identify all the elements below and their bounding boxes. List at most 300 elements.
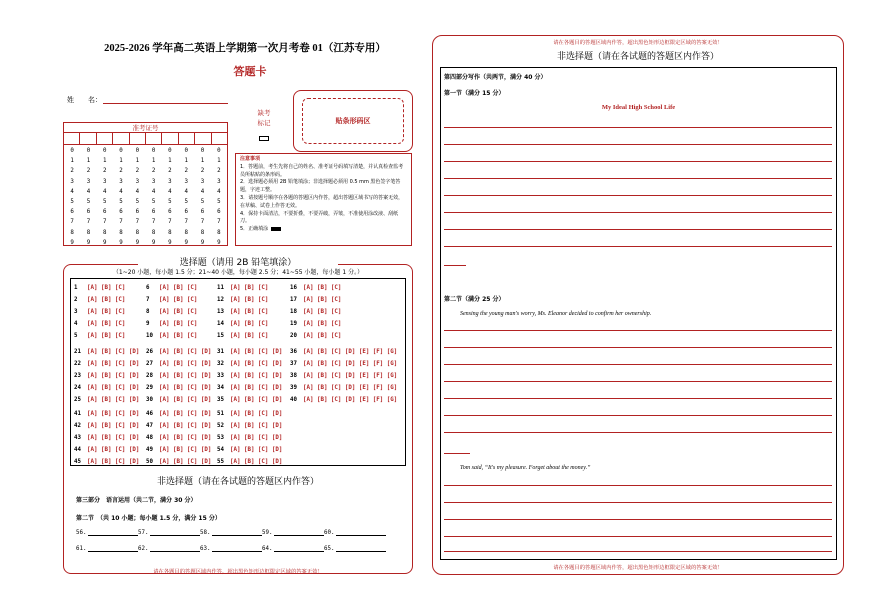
answer-options[interactable]: [A] [B] [C] [D] [230, 385, 283, 391]
answer-options[interactable]: [A] [B] [C] [303, 297, 342, 303]
id-digit-bubble[interactable]: 4 [70, 188, 74, 195]
id-digit-bubble[interactable]: 1 [200, 158, 205, 165]
answer-options[interactable]: [A] [B] [C] [159, 321, 198, 327]
blank-number: 58. [200, 530, 211, 536]
question-row[interactable] [217, 294, 268, 306]
answer-options[interactable]: [A] [B] [C] [159, 285, 198, 291]
id-digit-bubble[interactable]: 3 [217, 178, 221, 185]
id-digit-bubble[interactable]: 1 [217, 158, 221, 165]
question-row[interactable] [290, 294, 341, 306]
id-digit-bubble[interactable]: 2 [119, 168, 123, 175]
answer-options[interactable]: [A] [B] [C] [D] [E] [F] [G] [303, 349, 398, 355]
question-number: 23 [74, 373, 81, 379]
answer-options[interactable]: [A] [B] [C] [D] [E] [F] [G] [303, 397, 398, 403]
id-digit-bubble[interactable]: 7 [184, 219, 188, 226]
answer-options[interactable]: [A] [B] [C] [D] [87, 373, 140, 379]
answer-options[interactable]: [A] [B] [C] [D] [230, 447, 283, 453]
question-number: 21 [74, 349, 81, 355]
question-row[interactable] [146, 306, 197, 318]
id-digit-cell[interactable] [195, 133, 211, 144]
answer-options[interactable]: [A] [B] [C] [230, 297, 269, 303]
answer-options[interactable]: [A] [B] [C] [303, 285, 342, 291]
question-number: 1 [74, 285, 78, 291]
question-number: 19 [290, 321, 297, 327]
id-digit-bubble[interactable]: 9 [102, 239, 107, 246]
id-digit-bubble[interactable]: 2 [200, 168, 205, 175]
id-digit-bubble[interactable]: 1 [135, 158, 140, 165]
question-row[interactable] [146, 408, 211, 420]
id-digit-column [178, 146, 194, 248]
answer-options[interactable]: [A] [B] [C] [230, 333, 269, 339]
blank-answer[interactable] [262, 546, 324, 552]
id-digit-bubble[interactable]: 5 [151, 199, 156, 206]
answer-options[interactable]: [A] [B] [C] [D] [159, 423, 212, 429]
answer-options[interactable]: [A] [B] [C] [D] [87, 423, 140, 429]
blank-number: 59. [262, 530, 273, 536]
id-digit-bubble[interactable]: 0 [200, 148, 205, 154]
name-field[interactable] [103, 103, 228, 104]
id-digit-bubble[interactable]: 2 [151, 168, 156, 175]
id-digit-bubble[interactable]: 0 [168, 148, 172, 154]
question-row[interactable] [146, 318, 197, 330]
id-digit-bubble[interactable]: 1 [119, 158, 123, 165]
id-digit-bubble[interactable]: 5 [135, 199, 140, 206]
right-top-warning: 请在各题目的答题区域内作答，超出黑色矩形边框限定区域的答案无效！ [553, 40, 723, 46]
question-row[interactable] [74, 456, 139, 468]
writing-line[interactable] [444, 536, 832, 537]
answer-options[interactable]: [A] [B] [C] [D] [230, 349, 283, 355]
writing-line[interactable] [444, 127, 832, 128]
id-digit-bubble[interactable]: 9 [119, 239, 123, 246]
id-digit-bubble[interactable]: 9 [217, 239, 221, 246]
id-digit-bubble[interactable]: 5 [119, 199, 123, 206]
question-row[interactable] [290, 382, 397, 394]
question-row[interactable] [290, 394, 397, 406]
id-digit-bubble[interactable]: 8 [151, 229, 156, 236]
id-digit-column [80, 146, 96, 248]
question-row[interactable] [146, 394, 211, 406]
writing-line[interactable] [444, 485, 832, 486]
writing-line[interactable] [444, 364, 832, 365]
question-number: 28 [146, 373, 153, 379]
id-digit-bubble[interactable]: 1 [151, 158, 156, 165]
id-digit-bubble[interactable]: 3 [70, 178, 74, 185]
question-row[interactable] [217, 408, 282, 420]
id-digit-bubble[interactable]: 8 [168, 229, 172, 236]
writing-line[interactable] [444, 246, 832, 247]
question-row[interactable] [74, 382, 139, 394]
question-row[interactable] [74, 358, 139, 370]
question-row[interactable] [74, 370, 139, 382]
id-digit-bubble[interactable]: 2 [217, 168, 221, 175]
id-digit-bubble[interactable]: 9 [86, 239, 91, 246]
id-digit-bubble[interactable]: 0 [119, 148, 123, 154]
id-digit-bubble[interactable]: 6 [151, 209, 156, 216]
question-row[interactable] [146, 358, 211, 370]
id-digit-bubble[interactable]: 3 [102, 178, 107, 185]
id-digit-bubble[interactable]: 8 [200, 229, 205, 236]
id-digit-bubble[interactable]: 4 [102, 188, 107, 195]
id-digit-bubble[interactable]: 8 [86, 229, 91, 236]
writing-line[interactable] [444, 502, 832, 503]
question-row[interactable] [146, 330, 197, 342]
id-digit-bubble[interactable]: 8 [135, 229, 140, 236]
answer-options[interactable]: [A] [B] [C] [D] [159, 385, 212, 391]
writing-line[interactable] [444, 398, 832, 399]
id-digit-bubble[interactable]: 4 [168, 188, 172, 195]
id-digit-bubble[interactable]: 2 [70, 168, 74, 175]
question-number: 24 [74, 385, 81, 391]
id-digit-bubble[interactable]: 6 [102, 209, 107, 216]
id-digit-bubble[interactable]: 5 [70, 199, 74, 206]
id-digit-bubble[interactable]: 7 [217, 219, 221, 226]
id-digit-cell[interactable] [64, 133, 80, 144]
answer-options[interactable]: [A] [B] [C] [D] [E] [F] [G] [303, 373, 398, 379]
id-digit-column [97, 146, 113, 248]
question-row[interactable] [217, 358, 282, 370]
blank-line[interactable] [88, 535, 138, 536]
question-row[interactable] [146, 282, 197, 294]
question-row[interactable] [217, 456, 282, 468]
question-number: 12 [217, 297, 224, 303]
id-digit-bubble[interactable]: 8 [102, 229, 107, 236]
answer-options[interactable]: [A] [B] [C] [D] [230, 435, 283, 441]
answer-options[interactable]: [A] [B] [C] [D] [87, 459, 140, 465]
id-digit-bubble[interactable]: 4 [151, 188, 156, 195]
writing-line[interactable] [444, 453, 470, 454]
name-label: 姓 名： [67, 96, 102, 104]
id-digit-bubble[interactable]: 7 [200, 219, 205, 226]
writing-line[interactable] [444, 415, 832, 416]
blank-answer[interactable] [200, 546, 262, 552]
question-row[interactable] [217, 346, 282, 358]
answer-options[interactable]: [A] [B] [C] [D] [E] [F] [G] [303, 361, 398, 367]
id-digit-column [211, 146, 227, 248]
id-digit-column [194, 146, 210, 248]
admission-number-bubbles[interactable] [64, 146, 227, 248]
id-digit-bubble[interactable]: 3 [119, 178, 123, 185]
id-digit-cell[interactable] [179, 133, 195, 144]
question-number: 45 [74, 459, 81, 465]
id-digit-bubble[interactable]: 9 [200, 239, 205, 246]
id-digit-cell[interactable] [130, 133, 146, 144]
id-digit-bubble[interactable]: 0 [151, 148, 156, 154]
id-digit-bubble[interactable]: 5 [184, 199, 188, 206]
question-row[interactable] [290, 282, 341, 294]
id-digit-bubble[interactable]: 7 [70, 219, 74, 226]
id-digit-bubble[interactable]: 0 [86, 148, 91, 154]
blank-line[interactable] [336, 535, 386, 536]
question-number: 33 [217, 373, 224, 379]
blank-line[interactable] [212, 535, 262, 536]
question-row[interactable] [74, 432, 139, 444]
id-digit-bubble[interactable]: 8 [70, 229, 74, 236]
blank-line[interactable] [88, 551, 138, 552]
id-digit-bubble[interactable]: 0 [135, 148, 140, 154]
answer-options[interactable]: [A] [B] [C] [D] [87, 411, 140, 417]
answer-options[interactable]: [A] [B] [C] [230, 285, 269, 291]
question-number: 5 [74, 333, 78, 339]
answer-options[interactable]: [A] [B] [C] [D] [230, 459, 283, 465]
id-digit-bubble[interactable]: 3 [168, 178, 172, 185]
id-digit-bubble[interactable]: 1 [70, 158, 74, 165]
question-row[interactable] [146, 444, 211, 456]
id-digit-bubble[interactable]: 4 [86, 188, 91, 195]
id-digit-bubble[interactable]: 2 [184, 168, 188, 175]
id-digit-bubble[interactable]: 3 [184, 178, 188, 185]
answer-options[interactable]: [A] [B] [C] [D] [87, 385, 140, 391]
id-digit-bubble[interactable]: 1 [184, 158, 188, 165]
blank-line[interactable] [336, 551, 386, 552]
writing-line[interactable] [444, 381, 832, 382]
id-digit-bubble[interactable]: 3 [86, 178, 91, 185]
question-number: 41 [74, 411, 81, 417]
answer-options[interactable]: [A] [B] [C] [D] [159, 435, 212, 441]
question-row[interactable] [217, 306, 268, 318]
id-digit-bubble[interactable]: 4 [119, 188, 123, 195]
question-number: 3 [74, 309, 78, 315]
writing-line[interactable] [444, 195, 832, 196]
id-digit-bubble[interactable]: 9 [184, 239, 188, 246]
id-digit-bubble[interactable]: 3 [151, 178, 156, 185]
id-digit-bubble[interactable]: 1 [86, 158, 91, 165]
question-row[interactable] [217, 432, 282, 444]
answer-options[interactable]: [A] [B] [C] [230, 321, 269, 327]
answer-options[interactable]: [A] [B] [C] [87, 297, 126, 303]
id-digit-cell[interactable] [80, 133, 96, 144]
answer-options[interactable]: [A] [B] [C] [87, 309, 126, 315]
id-digit-bubble[interactable]: 3 [135, 178, 140, 185]
answer-options[interactable]: [A] [B] [C] [D] [230, 373, 283, 379]
question-row[interactable] [290, 370, 397, 382]
id-digit-bubble[interactable]: 9 [151, 239, 156, 246]
question-row[interactable] [146, 370, 211, 382]
id-digit-bubble[interactable]: 5 [86, 199, 91, 206]
question-row[interactable] [146, 432, 211, 444]
question-row[interactable] [290, 318, 341, 330]
id-digit-bubble[interactable]: 7 [86, 219, 91, 226]
answer-options[interactable]: [A] [B] [C] [D] [159, 361, 212, 367]
blank-answer[interactable] [138, 530, 200, 536]
id-digit-bubble[interactable]: 6 [119, 209, 123, 216]
id-digit-bubble[interactable]: 4 [135, 188, 140, 195]
question-row[interactable] [217, 330, 268, 342]
question-row[interactable] [217, 318, 268, 330]
writing-line[interactable] [444, 330, 832, 331]
question-number: 9 [146, 321, 150, 327]
blank-line[interactable] [150, 535, 200, 536]
blank-answer[interactable] [324, 530, 386, 536]
question-row[interactable] [290, 346, 397, 358]
question-row[interactable] [217, 420, 282, 432]
writing-line[interactable] [444, 229, 832, 230]
writing-line[interactable] [444, 161, 832, 162]
answer-options[interactable]: [A] [B] [C] [303, 309, 342, 315]
question-row[interactable] [74, 346, 139, 358]
question-row[interactable] [217, 444, 282, 456]
id-digit-bubble[interactable]: 2 [102, 168, 107, 175]
section1-heading: 第一节（满分 15 分） [444, 90, 505, 97]
question-row[interactable] [146, 294, 197, 306]
blank-answer[interactable] [262, 530, 324, 536]
blank-answer[interactable] [76, 530, 138, 536]
question-row[interactable] [74, 294, 125, 306]
answer-options[interactable]: [A] [B] [C] [87, 285, 126, 291]
id-digit-bubble[interactable]: 2 [135, 168, 140, 175]
question-row[interactable] [146, 456, 211, 468]
writing-line[interactable] [444, 212, 832, 213]
id-digit-bubble[interactable]: 6 [70, 209, 74, 216]
writing-line[interactable] [444, 432, 832, 433]
id-digit-bubble[interactable]: 8 [217, 229, 221, 236]
question-row[interactable] [146, 346, 211, 358]
answer-options[interactable]: [A] [B] [C] [D] [87, 349, 140, 355]
question-row[interactable] [217, 282, 268, 294]
id-digit-bubble[interactable]: 6 [86, 209, 91, 216]
blank-answer[interactable] [324, 546, 386, 552]
absent-checkbox[interactable] [259, 136, 269, 141]
writing-line[interactable] [444, 519, 832, 520]
question-row[interactable] [74, 318, 125, 330]
id-digit-bubble[interactable]: 7 [168, 219, 172, 226]
id-digit-bubble[interactable]: 5 [217, 199, 221, 206]
answer-options[interactable]: [A] [B] [C] [303, 321, 342, 327]
id-digit-bubble[interactable]: 4 [217, 188, 221, 195]
id-digit-bubble[interactable]: 6 [168, 209, 172, 216]
id-digit-bubble[interactable]: 5 [168, 199, 172, 206]
answer-options[interactable]: [A] [B] [C] [159, 297, 198, 303]
id-digit-bubble[interactable]: 7 [102, 219, 107, 226]
answer-options[interactable]: [A] [B] [C] [D] [230, 423, 283, 429]
question-row[interactable] [290, 306, 341, 318]
id-digit-cell[interactable] [162, 133, 178, 144]
question-row[interactable] [290, 358, 397, 370]
id-digit-bubble[interactable]: 0 [217, 148, 221, 154]
blank-line[interactable] [212, 551, 262, 552]
answer-options[interactable]: [A] [B] [C] [230, 309, 269, 315]
choice-subheading: （1~20 小题，每小题 1.5 分；21~40 小题，每小题 2.5 分；41~55 小题，每小题 1 分。） [112, 269, 364, 276]
answer-options[interactable]: [A] [B] [C] [159, 333, 198, 339]
id-digit-bubble[interactable]: 6 [184, 209, 188, 216]
blank-answer[interactable] [200, 530, 262, 536]
question-number: 48 [146, 435, 153, 441]
question-number: 8 [146, 309, 150, 315]
id-digit-bubble[interactable]: 9 [168, 239, 172, 246]
question-column [290, 282, 341, 342]
answer-options[interactable]: [A] [B] [C] [D] [87, 435, 140, 441]
id-digit-bubble[interactable]: 4 [200, 188, 205, 195]
answer-options[interactable]: [A] [B] [C] [D] [159, 459, 212, 465]
id-digit-bubble[interactable]: 5 [102, 199, 107, 206]
writing-line[interactable] [444, 144, 832, 145]
answer-options[interactable]: [A] [B] [C] [87, 333, 126, 339]
question-row[interactable] [146, 382, 211, 394]
question-row[interactable] [74, 330, 125, 342]
id-digit-cell[interactable] [97, 133, 113, 144]
question-row[interactable] [74, 394, 139, 406]
id-digit-bubble[interactable]: 2 [168, 168, 172, 175]
id-digit-cell[interactable] [146, 133, 162, 144]
question-row[interactable] [74, 444, 139, 456]
blank-number: 61. [76, 546, 87, 552]
id-digit-bubble[interactable]: 0 [102, 148, 107, 154]
id-digit-bubble[interactable]: 1 [168, 158, 172, 165]
id-digit-bubble[interactable]: 8 [184, 229, 188, 236]
blank-line[interactable] [274, 551, 324, 552]
question-row[interactable] [290, 330, 341, 342]
question-row[interactable] [74, 282, 125, 294]
answer-options[interactable]: [A] [B] [C] [D] [87, 361, 140, 367]
question-number: 55 [217, 459, 224, 465]
blank-number: 56. [76, 530, 87, 536]
id-digit-bubble[interactable]: 6 [217, 209, 221, 216]
id-digit-bubble[interactable]: 4 [184, 188, 188, 195]
id-digit-bubble[interactable]: 2 [86, 168, 91, 175]
question-row[interactable] [217, 370, 282, 382]
question-row[interactable] [146, 420, 211, 432]
id-digit-bubble[interactable]: 9 [70, 239, 74, 246]
writing-line[interactable] [444, 265, 466, 266]
left-warning: 请在各题目的答题区域内作答，超出黑色矩形边框限定区域的答案无效！ [153, 569, 323, 575]
question-number: 2 [74, 297, 78, 303]
id-digit-bubble[interactable]: 3 [200, 178, 205, 185]
blank-line[interactable] [150, 551, 200, 552]
writing-line[interactable] [444, 178, 832, 179]
writing-line[interactable] [444, 347, 832, 348]
answer-options[interactable]: [A] [B] [C] [159, 309, 198, 315]
id-digit-bubble[interactable]: 9 [135, 239, 140, 246]
answer-options[interactable]: [A] [B] [C] [D] [230, 361, 283, 367]
answer-options[interactable]: [A] [B] [C] [D] [87, 447, 140, 453]
id-digit-bubble[interactable]: 7 [119, 219, 123, 226]
id-digit-bubble[interactable]: 6 [200, 209, 205, 216]
blank-line[interactable] [274, 535, 324, 536]
id-digit-bubble[interactable]: 7 [151, 219, 156, 226]
answer-options[interactable]: [A] [B] [C] [D] [159, 411, 212, 417]
answer-options[interactable]: [A] [B] [C] [D] [159, 373, 212, 379]
answer-options[interactable]: [A] [B] [C] [303, 333, 342, 339]
question-row[interactable] [74, 306, 125, 318]
id-digit-bubble[interactable]: 8 [119, 229, 123, 236]
question-number: 50 [146, 459, 153, 465]
answer-options[interactable]: [A] [B] [C] [D] [230, 397, 283, 403]
id-digit-bubble[interactable]: 0 [184, 148, 188, 154]
question-row[interactable] [217, 394, 282, 406]
id-digit-cell[interactable] [113, 133, 129, 144]
writing-line[interactable] [444, 551, 832, 552]
answer-options[interactable]: [A] [B] [C] [D] [E] [F] [G] [303, 385, 398, 391]
id-digit-bubble[interactable]: 0 [70, 148, 74, 154]
id-digit-bubble[interactable]: 7 [135, 219, 140, 226]
answer-options[interactable]: [A] [B] [C] [D] [159, 397, 212, 403]
question-row[interactable] [74, 408, 139, 420]
id-digit-bubble[interactable]: 5 [200, 199, 205, 206]
answer-options[interactable]: [A] [B] [C] [D] [230, 411, 283, 417]
question-column [74, 346, 139, 406]
id-digit-bubble[interactable]: 1 [102, 158, 107, 165]
id-digit-bubble[interactable]: 6 [135, 209, 140, 216]
answer-options[interactable]: [A] [B] [C] [87, 321, 126, 327]
answer-options[interactable]: [A] [B] [C] [D] [159, 349, 212, 355]
id-digit-cell[interactable] [212, 133, 227, 144]
question-row[interactable] [74, 420, 139, 432]
blank-answer[interactable] [76, 546, 138, 552]
question-row[interactable] [217, 382, 282, 394]
answer-options[interactable]: [A] [B] [C] [D] [87, 397, 140, 403]
admission-number-cells[interactable] [64, 133, 227, 145]
answer-options[interactable]: [A] [B] [C] [D] [159, 447, 212, 453]
blank-answer[interactable] [138, 546, 200, 552]
